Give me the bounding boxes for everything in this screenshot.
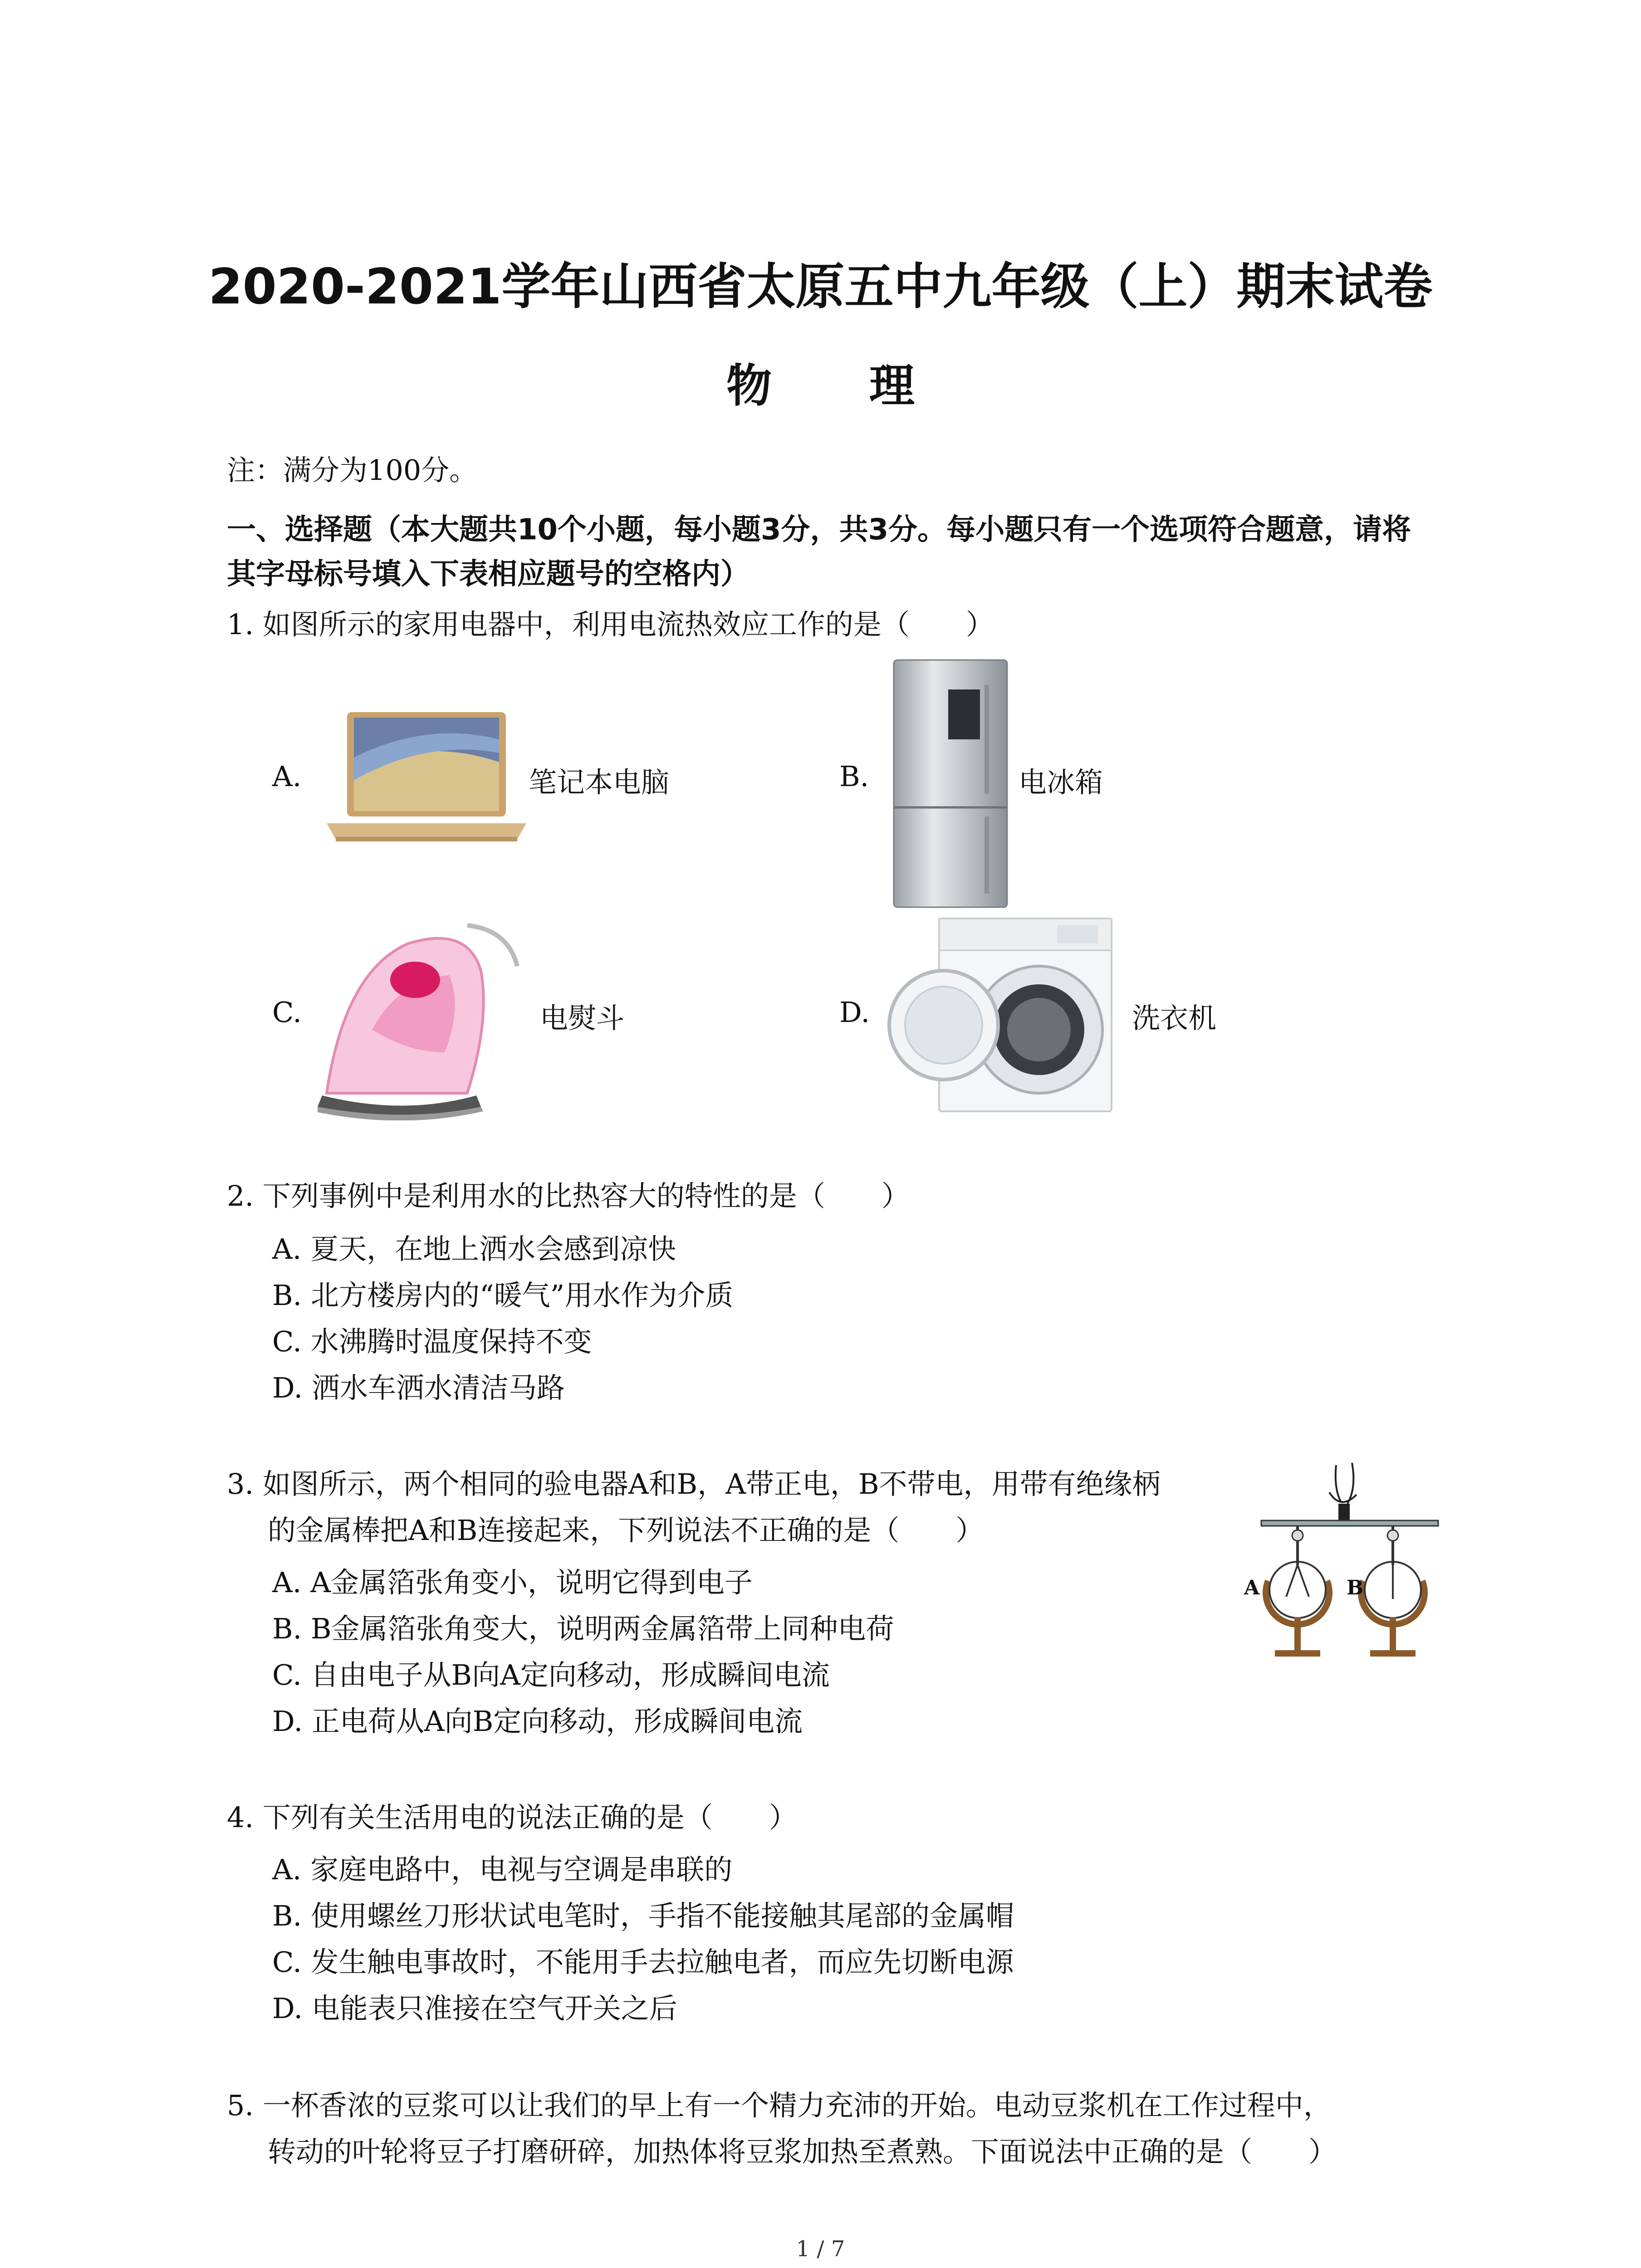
- washing-machine-figure: [885, 912, 1130, 1122]
- q2-option-a: A. 夏天，在地上洒水会感到凉快: [272, 1232, 676, 1266]
- q4-option-d: D. 电能表只准接在空气开关之后: [272, 1992, 677, 2025]
- section-heading-line1: 一、选择题（本大题共10个小题，每小题3分，共3分。每小题只有一个选项符合题意，请将: [227, 513, 1411, 547]
- q1-option-c-label: 电熨斗: [540, 1002, 625, 1035]
- q1-option-a-letter: A.: [272, 760, 302, 793]
- iron-figure: [318, 916, 531, 1122]
- electroscope-label-a: A: [1244, 1576, 1260, 1599]
- q1-stem: 1. 如图所示的家用电器中，利用电流热效应工作的是（ ）: [227, 608, 994, 641]
- electroscope-label-b: B: [1347, 1576, 1364, 1599]
- q1-option-d-letter: D.: [839, 996, 870, 1029]
- laptop-figure: [327, 708, 526, 855]
- q3-stem-line2: 的金属棒把A和B连接起来，下列说法不正确的是（ ）: [268, 1514, 984, 1547]
- q3-option-a: A. A金属箔张角变小，说明它得到电子: [272, 1566, 753, 1599]
- q2-option-b: B. 北方楼房内的“暖气”用水作为介质: [272, 1279, 734, 1312]
- q4-option-b: B. 使用螺丝刀形状试电笔时，手指不能接触其尾部的金属帽: [272, 1899, 1014, 1932]
- q4-option-c: C. 发生触电事故时，不能用手去拉触电者，而应先切断电源: [272, 1945, 1014, 1979]
- q1-option-a-label: 笔记本电脑: [529, 766, 670, 799]
- section-heading-line2: 其字母标号填入下表相应题号的空格内）: [227, 557, 749, 591]
- q2-stem: 2. 下列事例中是利用水的比热容大的特性的是（ ）: [227, 1179, 910, 1212]
- q3-option-d: D. 正电荷从A向B定向移动，形成瞬间电流: [272, 1705, 803, 1738]
- subject-title: 物 理: [726, 359, 955, 412]
- q2-option-d: D. 洒水车洒水清洁马路: [272, 1371, 565, 1404]
- q4-stem: 4. 下列有关生活用电的说法正确的是（ ）: [227, 1801, 797, 1834]
- exam-title: 2020-2021学年山西省太原五中九年级（上）期末试卷: [208, 259, 1433, 315]
- q1-option-b-label: 电冰箱: [1019, 766, 1103, 799]
- q1-option-d-label: 洗衣机: [1132, 1002, 1217, 1035]
- page-number: 1 / 7: [796, 2236, 845, 2262]
- electroscope-figure: [1243, 1461, 1452, 1678]
- q5-line2: 转动的叶轮将豆子打磨研碎，加热体将豆浆加热至煮熟。下面说法中正确的是（ ）: [268, 2135, 1337, 2168]
- q3-option-b: B. B金属箔张角变大，说明两金属箔带上同种电荷: [272, 1612, 894, 1645]
- q3-option-c: C. 自由电子从B向A定向移动，形成瞬间电流: [272, 1658, 830, 1691]
- q4-option-a: A. 家庭电路中，电视与空调是串联的: [272, 1853, 733, 1886]
- refrigerator-figure: [889, 658, 1012, 914]
- q1-option-c-letter: C.: [272, 996, 302, 1029]
- q1-option-b-letter: B.: [839, 760, 869, 793]
- q3-stem-line1: 3. 如图所示，两个相同的验电器A和B，A带正电，B不带电，用带有绝缘柄: [227, 1467, 1161, 1501]
- q5-line1: 5. 一杯香浓的豆浆可以让我们的早上有一个精力充沛的开始。电动豆浆机在工作过程中，: [227, 2089, 1332, 2122]
- q2-option-c: C. 水沸腾时温度保持不变: [272, 1325, 592, 1358]
- score-note: 注：满分为100分。: [227, 454, 478, 487]
